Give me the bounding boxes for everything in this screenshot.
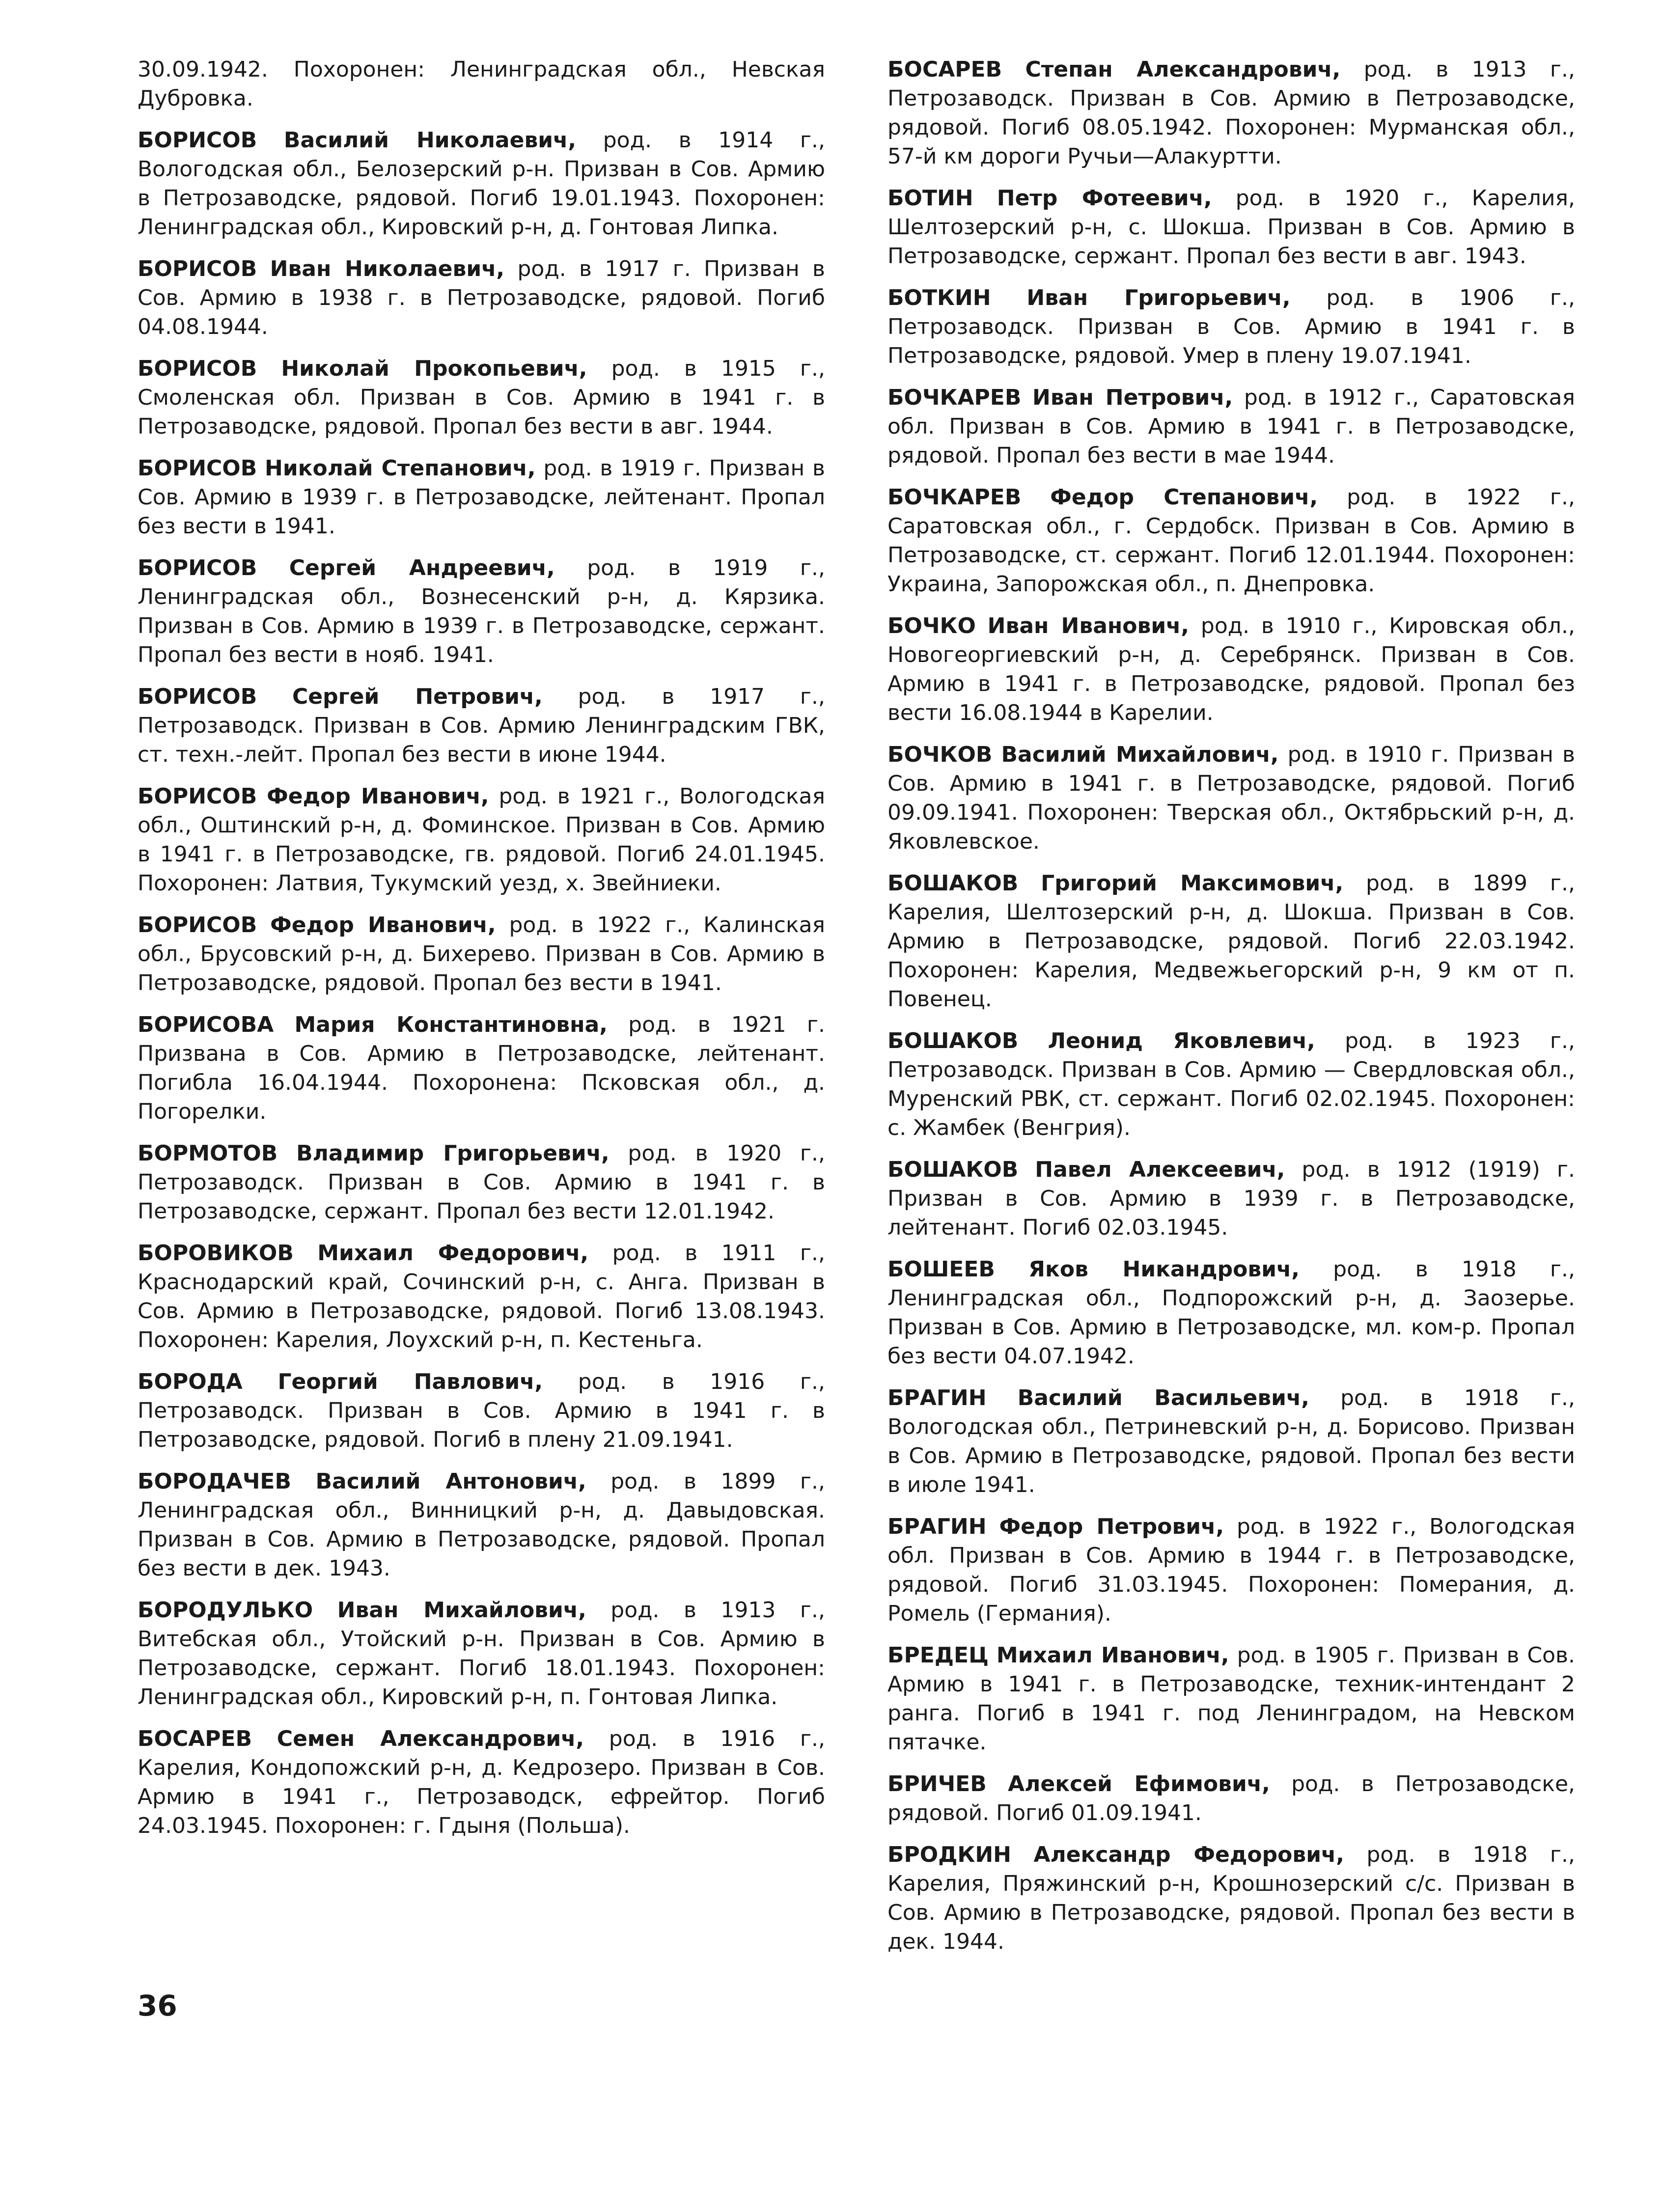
entry-text: род. в 1910 г., Кировская обл., Новогеоргиевский р-н, д. Серебрянск. Призван в Сов. Армию в 1941 г. в Петрозаводске, рядовой. Пропал без вести 16.08.1944 в Карелии. (887, 613, 1575, 725)
entry-surname: БОСАРЕВ (887, 57, 1002, 82)
memorial-entry (887, 1641, 1575, 1757)
memorial-entry (138, 126, 825, 242)
entry-surname: БОЧКОВ (887, 742, 993, 767)
entry-text: род. в 1914 г., Вологодская обл., Белозерский р-н. Призван в Сов. Армию в Петрозаводске, рядовой. Погиб 19.01.1943. Похоронен: Ленинградская обл., Кировский р-н, д. Гонтовая Липка. (138, 128, 825, 240)
entry-given-name: Василий Михайлович, (1001, 742, 1279, 767)
memorial-entry (138, 1139, 825, 1226)
entry-text: род. в 1899 г., Карелия, Шелтозерский р-н, д. Шокша. Призван в Сов. Армию в Петрозаводске, рядовой. Погиб 22.03.1942. Похоронен: Карелия, Медвежьегорский р-н, 9 км от п. Повенец. (887, 871, 1575, 1012)
entry-given-name: Мария Константиновна, (294, 1012, 608, 1037)
entry-surname: БРАГИН (887, 1514, 987, 1539)
memorial-entry (887, 184, 1575, 271)
entry-surname: БРОДКИН (887, 1842, 1011, 1867)
entry-text: род. в 1917 г., Петрозаводск. Призван в Сов. Армию Ленинградским ГВК, ст. техн.-лейт. Пропал без вести в июне 1944. (138, 684, 825, 767)
memorial-entry (138, 1467, 825, 1583)
entry-given-name: Георгий Павлович, (277, 1369, 543, 1394)
entry-surname: БОШАКОВ (887, 1028, 1019, 1053)
entry-text: род. в 1911 г., Краснодарский край, Сочинский р-н, с. Анга. Призван в Сов. Армию в Петрозаводске, рядовой. Погиб 13.08.1943. Похоронен: Карелия, Лоухский р-н, п. Кестеньга. (138, 1241, 825, 1353)
entry-surname: БОШЕЕВ (887, 1257, 995, 1282)
memorial-entry (887, 611, 1575, 727)
memorial-entry (887, 483, 1575, 599)
memorial-entry (887, 55, 1575, 171)
entry-text: род. в 1918 г., Карелия, Пряжинский р-н, Крошнозерский с/с. Призван в Сов. Армию в Петрозаводске, рядовой. Пропал без вести в дек. 1944. (887, 1842, 1575, 1954)
memorial-entry (138, 911, 825, 997)
entry-surname: БОРОДУЛЬКО (138, 1598, 313, 1623)
entry-text: род. в 1921 г., Вологодская обл., Оштинский р-н, д. Фоминское. Призван в Сов. Армию в 1941 г. в Петрозаводске, гв. рядовой. Погиб 24.01.1945. Похоронен: Латвия, Тукумский уезд, х. Звейниеки. (138, 784, 825, 896)
entry-given-name: Степан Александрович, (1025, 57, 1341, 82)
memorial-entry (887, 283, 1575, 370)
entry-given-name: Иван Николаевич, (270, 256, 505, 281)
entry-given-name: Иван Петрович, (1032, 385, 1233, 410)
entry-surname: БОРИСОВ (138, 684, 257, 709)
entry-text: род. в 1910 г. Призван в Сов. Армию в 1941 г. в Петрозаводске, рядовой. Погиб 09.09.1941. Похоронен: Тверская обл., Октябрьский р-н, д. Яковлевское. (887, 742, 1575, 854)
left-column (138, 55, 825, 1853)
entry-given-name: Федор Иванович, (267, 784, 489, 809)
memorial-entry (887, 1770, 1575, 1827)
entry-given-name: Михаил Иванович, (996, 1643, 1229, 1668)
entry-surname: БОРИСОВ (138, 356, 257, 381)
entry-given-name: Леонид Яковлевич, (1048, 1028, 1315, 1053)
entry-surname: БОРИСОВ (138, 555, 257, 581)
entry-surname: БОРИСОВ (138, 256, 257, 281)
entry-given-name: Василий Николаевич, (283, 128, 577, 153)
memorial-entry (138, 1239, 825, 1355)
entry-given-name: Николай Прокопьевич, (281, 356, 587, 381)
entry-text: род. в 1919 г. Призван в Сов. Армию в 1939 г. в Петрозаводске, лейтенант. Пропал без вести в 1941. (138, 456, 825, 539)
memorial-entry (887, 1383, 1575, 1499)
entry-text: род. в 1916 г., Петрозаводск. Призван в Сов. Армию в 1941 г. в Петрозаводске, рядовой. Погиб в плену 21.09.1941. (138, 1369, 825, 1452)
entry-given-name: Петр Фотеевич, (997, 186, 1212, 211)
entry-text: род. в 1918 г., Ленинградская обл., Подпорожский р-н, д. Заозерье. Призван в Сов. Армию в Петрозаводске, мл. ком-р. Пропал без вести 04.07.1942. (887, 1257, 1575, 1369)
entry-text: род. в Петрозаводске, рядовой. Погиб 01.09.1941. (887, 1771, 1575, 1825)
page-number: 36 (138, 1989, 177, 2022)
memorial-entry (138, 1596, 825, 1712)
entry-text: род. в 1912 (1919) г. Призван в Сов. Армию в 1939 г. в Петрозаводске, лейтенант. Погиб 02.03.1945. (887, 1157, 1575, 1240)
entry-text: род. в 1921 г. Призвана в Сов. Армию в Петрозаводске, лейтенант. Погибла 16.04.1944. Похоронена: Псковская обл., д. Погорелки. (138, 1012, 825, 1124)
entry-text: род. в 1913 г., Петрозаводск. Призван в Сов. Армию в Петрозаводске, рядовой. Погиб 08.05.1942. Похоронен: Мурманская обл., 57-й км дороги Ручьи—Алакуртти. (887, 57, 1575, 169)
memorial-entry (887, 383, 1575, 470)
entry-surname: БОТКИН (887, 285, 991, 310)
entry-surname: БОРИСОВ (138, 456, 257, 481)
memorial-entry (138, 682, 825, 769)
memorial-entry (138, 553, 825, 669)
entry-text: род. в 1905 г. Призван в Сов. Армию в 1941 г. в Петрозаводске, техник-интендант 2 ранга. Погиб в 1941 г. под Ленинградом, на Невском пятачке. (887, 1643, 1575, 1755)
entry-surname: БОЧКАРЕВ (887, 485, 1022, 510)
entry-surname: БОРИСОВ (138, 784, 257, 809)
entry-given-name: Василий Васильевич, (1017, 1385, 1309, 1410)
memorial-entry (138, 782, 825, 898)
entry-surname: БОРОВИКОВ (138, 1241, 294, 1266)
entry-text: род. в 1915 г., Смоленская обл. Призван в Сов. Армию в 1941 г. в Петрозаводске, рядовой. Пропал без вести в авг. 1944. (138, 356, 825, 439)
entry-surname: БОРОДА (138, 1369, 243, 1394)
entry-text: род. в 1913 г., Витебская обл., Утойский р-н. Призван в Сов. Армию в Петрозаводске, сержант. Погиб 18.01.1943. Похоронен: Ленинградская обл., Кировский р-н, п. Гонтовая Липка. (138, 1598, 825, 1710)
entry-given-name: Федор Петрович, (999, 1514, 1224, 1539)
entry-given-name: Александр Федорович, (1033, 1842, 1344, 1867)
entry-surname: БОШАКОВ (887, 1157, 1019, 1182)
entry-text: род. в 1906 г., Петрозаводск. Призван в Сов. Армию в 1941 г. в Петрозаводске, рядовой. Умер в плену 19.07.1941. (887, 285, 1575, 368)
entry-given-name: Владимир Григорьевич, (296, 1141, 609, 1166)
entry-surname: БОРИСОВ (138, 128, 257, 153)
memorial-entry (887, 1840, 1575, 1956)
memorial-entry (887, 740, 1575, 856)
entry-given-name: Григорий Максимович, (1041, 871, 1344, 896)
right-column (887, 55, 1575, 1969)
entry-surname: БОРМОТОВ (138, 1141, 278, 1166)
entry-surname: БОШАКОВ (887, 871, 1019, 896)
entry-text: 30.09.1942. Похоронен: Ленинградская обл., Невская Дубровка. (138, 57, 825, 111)
entry-text: род. в 1920 г., Карелия, Шелтозерский р-н, с. Шокша. Призван в Сов. Армию в Петрозаводске, сержант. Пропал без вести в авг. 1943. (887, 186, 1575, 269)
entry-text: род. в 1922 г., Саратовская обл., г. Сердобск. Призван в Сов. Армию в Петрозаводске, ст. сержант. Погиб 12.01.1944. Похоронен: Украина, Запорожская обл., п. Днепровка. (887, 485, 1575, 597)
memorial-entry (138, 454, 825, 541)
entry-surname: БРАГИН (887, 1385, 987, 1410)
entry-given-name: Сергей Петрович, (292, 684, 543, 709)
entry-given-name: Василий Антонович, (315, 1469, 586, 1494)
entry-given-name: Сергей Андреевич, (289, 555, 555, 581)
memorial-entry (887, 1155, 1575, 1242)
memorial-entry (887, 1255, 1575, 1371)
memorial-entry (887, 869, 1575, 1014)
entry-text: род. в 1916 г., Карелия, Кондопожский р-н, д. Кедрозеро. Призван в Сов. Армию в 1941 г., Петрозаводск, ефрейтор. Погиб 24.03.1945. Похоронен: г. Гдыня (Польша). (138, 1726, 825, 1838)
memorial-entry (138, 254, 825, 341)
entry-given-name: Иван Михайлович, (337, 1598, 586, 1623)
entry-surname: БРЕДЕЦ (887, 1643, 989, 1668)
entry-text: род. в 1918 г., Вологодская обл., Петриневский р-н, д. Борисово. Призван в Сов. Армию в Петрозаводске, рядовой. Пропал без вести в июле 1941. (887, 1385, 1575, 1497)
entry-given-name: Яков Никандрович, (1028, 1257, 1300, 1282)
entry-given-name: Иван Иванович, (987, 613, 1190, 638)
memorial-entry (138, 354, 825, 441)
entry-surname: БОЧКО (887, 613, 976, 638)
entry-text: род. в 1912 г., Саратовская обл. Призван в Сов. Армию в 1941 г. в Петрозаводске, рядовой. Пропал без вести в мае 1944. (887, 385, 1575, 468)
entry-surname: БОСАРЕВ (138, 1726, 252, 1751)
entry-given-name: Иван Григорьевич, (1026, 285, 1291, 310)
memorial-entry (138, 1724, 825, 1840)
entry-surname: БОРИСОВ (138, 912, 257, 938)
entry-text: род. в 1899 г., Ленинградская обл., Винницкий р-н, д. Давыдовская. Призван в Сов. Армию в Петрозаводске, рядовой. Пропал без вести в дек. 1943. (138, 1469, 825, 1581)
entry-text: род. в 1923 г., Петрозаводск. Призван в Сов. Армию — Свердловская обл., Муренский РВК, ст. сержант. Погиб 02.02.1945. Похоронен: с. Жамбек (Венгрия). (887, 1028, 1575, 1140)
entry-surname: БОТИН (887, 186, 973, 211)
entry-surname: БОРОДАЧЕВ (138, 1469, 291, 1494)
entry-text: род. в 1919 г., Ленинградская обл., Вознесенский р-н, д. Кярзика. Призван в Сов. Армию в 1939 г. в Петрозаводске, сержант. Пропал без вести в нояб. 1941. (138, 555, 825, 667)
entry-surname: БОЧКАРЕВ (887, 385, 1022, 410)
memorial-entry (887, 1512, 1575, 1628)
entry-text: род. в 1922 г., Калинская обл., Брусовский р-н, д. Бихерево. Призван в Сов. Армию в Петрозаводске, рядовой. Пропал без вести в 1941. (138, 912, 825, 995)
memorial-entry (138, 1367, 825, 1454)
memorial-entry (138, 55, 825, 113)
entry-text: род. в 1922 г., Вологодская обл. Призван в Сов. Армию в 1944 г. в Петрозаводске, рядовой. Погиб 31.03.1945. Похоронен: Померания, д. Ромель (Германия). (887, 1514, 1575, 1626)
entry-given-name: Михаил Федорович, (317, 1241, 589, 1266)
entry-given-name: Николай Степанович, (265, 456, 536, 481)
entry-surname: БРИЧЕВ (887, 1771, 987, 1797)
entry-given-name: Павел Алексеевич, (1035, 1157, 1285, 1182)
entry-given-name: Федор Иванович, (270, 912, 496, 938)
entry-given-name: Семен Александрович, (277, 1726, 584, 1751)
entry-given-name: Алексей Ефимович, (1008, 1771, 1270, 1797)
entry-surname: БОРИСОВА (138, 1012, 274, 1037)
entry-text: род. в 1920 г., Петрозаводск. Призван в Сов. Армию в 1941 г. в Петрозаводске, сержант. Пропал без вести 12.01.1942. (138, 1141, 825, 1224)
memorial-entry (887, 1026, 1575, 1142)
entry-given-name: Федор Степанович, (1050, 485, 1318, 510)
memorial-entry (138, 1010, 825, 1126)
entry-text: род. в 1917 г. Призван в Сов. Армию в 1938 г. в Петрозаводске, рядовой. Погиб 04.08.1944. (138, 256, 825, 339)
